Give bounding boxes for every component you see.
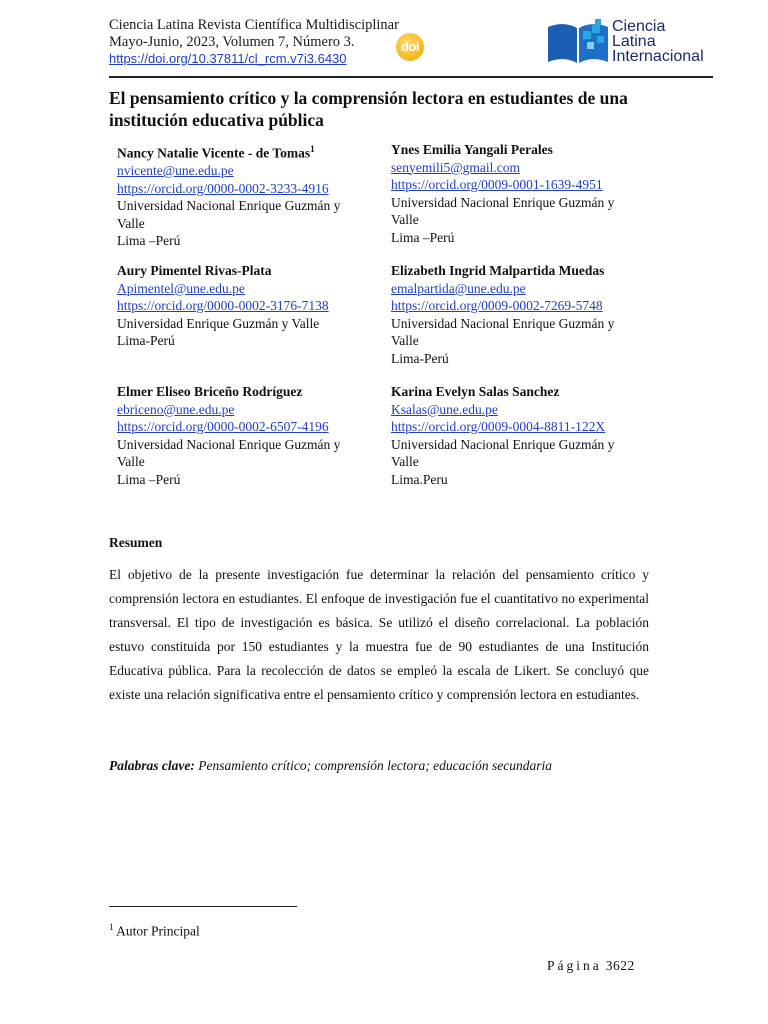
- footnote-mark: 1: [109, 922, 114, 932]
- author-name: Elizabeth Ingrid Malpartida Muedas: [391, 263, 605, 278]
- abstract-heading: Resumen: [109, 535, 163, 550]
- author-affiliation: Universidad Nacional Enrique Guzmán y Valle: [391, 315, 615, 348]
- author-block: [117, 262, 367, 350]
- logo-line-3: Internacional: [612, 48, 704, 65]
- author-affiliation: Universidad Enrique Guzmán y Valle: [117, 315, 320, 331]
- abstract-text: El objetivo de la presente investigación fue determinar la relación del pensamiento crítico y comprensión lectora en estudiantes. El enfoque de investigación fue el cuantitativo no experimental transversal. El tipo de investigación es básica. Se utilizó el diseño correlacional. La población estuvo constituida por 150 estudiantes y la muestra fue de 90 estudiantes de una Institución Educativa pública. Para la recolección de datos se empleó la escala de Likert. Se concluyó que existe una relación significativa entre el pensamiento crítico y comprensión lectora en estudiantes.: [109, 567, 649, 702]
- author-orcid[interactable]: https://orcid.org/0000-0002-6507-4196: [117, 419, 329, 434]
- page-label: Página: [547, 958, 602, 973]
- author-block: [117, 383, 367, 488]
- author-email[interactable]: senyemili5@gmail.com: [391, 159, 521, 175]
- author-orcid[interactable]: https://orcid.org/0000-0002-3176-7138: [117, 298, 329, 313]
- author-block: [391, 141, 641, 246]
- open-book-icon: [546, 17, 610, 67]
- keywords-text: Pensamiento crítico; comprensión lectora; educación secundaria: [198, 758, 553, 773]
- keywords: [109, 758, 669, 774]
- author-email[interactable]: ebriceno@une.edu.pe: [117, 401, 235, 417]
- issue-info: Mayo-Junio, 2023, Volumen 7, Número 3.: [109, 34, 355, 50]
- doi-icon: doi: [396, 33, 424, 61]
- keywords-label: Palabras clave:: [109, 758, 195, 773]
- author-name: Elmer Eliseo Briceño Rodríguez: [117, 384, 303, 399]
- paper-title: El pensamiento crítico y la comprensión lectora en estudiantes de una institución educativa pública: [109, 88, 628, 130]
- author-orcid[interactable]: https://orcid.org/0000-0002-3233-4916: [117, 180, 329, 196]
- author-affiliation: Universidad Nacional Enrique Guzmán y Valle: [117, 198, 341, 231]
- author-location: Lima-Perú: [391, 350, 449, 366]
- author-block: [391, 383, 641, 488]
- author-name: Aury Pimentel Rivas-Plata: [117, 263, 272, 278]
- author-email[interactable]: emalpartida@une.edu.pe: [391, 280, 526, 296]
- author-orcid[interactable]: https://orcid.org/0009-0001-1639-4951: [391, 177, 603, 192]
- author-location: Lima –Perú: [117, 233, 181, 248]
- author-location: Lima-Perú: [117, 333, 175, 348]
- doi-link[interactable]: https://doi.org/10.37811/cl_rcm.v7i3.6430: [109, 51, 347, 66]
- author-block: [391, 262, 641, 367]
- ciencia-latina-logo: [546, 15, 716, 67]
- author-location: Lima.Peru: [391, 471, 448, 487]
- logo-line-2: Latina: [612, 33, 656, 50]
- author-location: Lima –Perú: [391, 229, 455, 245]
- footnote: [109, 922, 200, 940]
- author-block: [117, 141, 367, 250]
- author-orcid[interactable]: https://orcid.org/0009-0002-7269-5748: [391, 298, 603, 313]
- author-orcid[interactable]: https://orcid.org/0009-0004-8811-122X: [391, 419, 606, 434]
- author-email[interactable]: nvicente@une.edu.pe: [117, 163, 234, 178]
- footnote-ref[interactable]: 1: [310, 144, 315, 154]
- author-affiliation: Universidad Nacional Enrique Guzmán y Valle: [391, 436, 615, 469]
- author-location: Lima –Perú: [117, 471, 181, 487]
- author-email[interactable]: Apimentel@une.edu.pe: [117, 280, 245, 296]
- author-affiliation: Universidad Nacional Enrique Guzmán y Valle: [391, 194, 615, 227]
- author-name: Nancy Natalie Vicente - de Tomas$^1$: [117, 144, 315, 161]
- header-divider: [109, 76, 713, 78]
- author-name: Ynes Emilia Yangali Perales: [391, 142, 553, 157]
- journal-name: Ciencia Latina Revista Científica Multidisciplinar: [109, 17, 399, 33]
- logo-line-1: Ciencia: [612, 18, 666, 35]
- page-number-value: 3622: [605, 958, 635, 973]
- author-email[interactable]: Ksalas@une.edu.pe: [391, 401, 498, 417]
- footnote-divider: [109, 906, 297, 907]
- author-name: Karina Evelyn Salas Sanchez: [391, 384, 560, 399]
- footnote-text: Autor Principal: [116, 923, 200, 939]
- page-number: [547, 958, 635, 974]
- author-affiliation: Universidad Nacional Enrique Guzmán y Valle: [117, 436, 341, 469]
